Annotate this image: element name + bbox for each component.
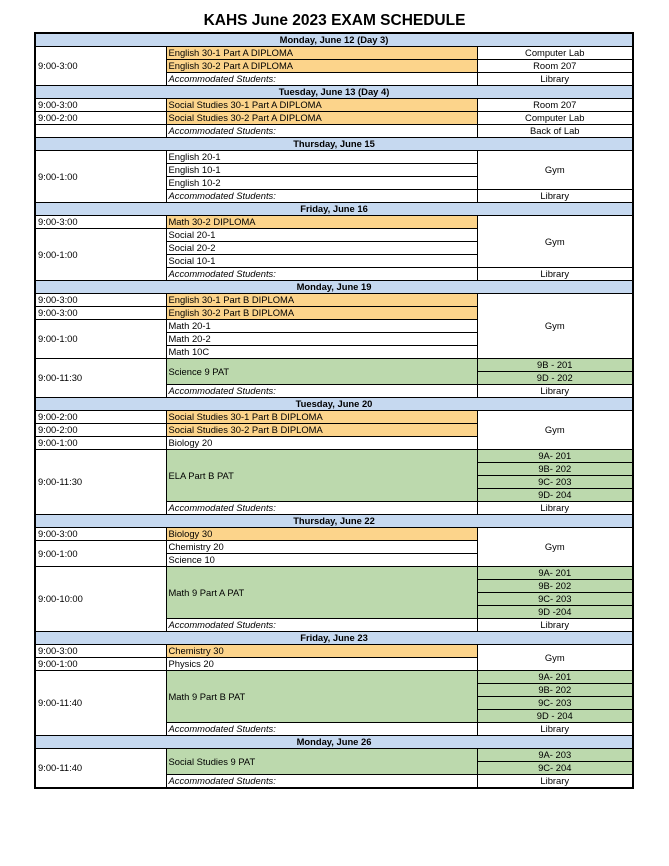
time-cell: 9:00-1:00	[35, 229, 166, 281]
location-cell: Gym	[477, 411, 633, 450]
exam-cell: Chemistry 30	[166, 645, 477, 658]
location-cell: Library	[477, 619, 633, 632]
day-header-row	[35, 138, 633, 151]
exam-cell: Biology 20	[166, 437, 477, 450]
table-row	[35, 99, 633, 112]
location-cell: Library	[477, 723, 633, 736]
exam-cell: Social Studies 30-2 Part B DIPLOMA	[166, 424, 477, 437]
day-header-row	[35, 203, 633, 216]
accommodated-cell: Accommodated Students:	[166, 775, 477, 789]
location-cell: Library	[477, 775, 633, 789]
time-cell: 9:00-1:00	[35, 320, 166, 359]
accommodated-cell: Accommodated Students:	[166, 385, 477, 398]
day-header-row	[35, 33, 633, 47]
day-header-row	[35, 515, 633, 528]
table-row	[35, 216, 633, 229]
location-cell: 9B- 202	[477, 580, 633, 593]
exam-cell: Social Studies 30-2 Part A DIPLOMA	[166, 112, 477, 125]
day-header: Tuesday, June 20	[35, 398, 633, 411]
location-cell: Library	[477, 73, 633, 86]
location-cell: 9C- 203	[477, 593, 633, 606]
day-header: Monday, June 12 (Day 3)	[35, 33, 633, 47]
exam-cell: English 30-2 Part B DIPLOMA	[166, 307, 477, 320]
day-header: Monday, June 19	[35, 281, 633, 294]
time-cell: 9:00-3:00	[35, 528, 166, 541]
location-cell: 9B - 201	[477, 359, 633, 372]
location-cell: 9D- 204	[477, 489, 633, 502]
exam-cell: Science 9 PAT	[166, 359, 477, 385]
table-row	[35, 671, 633, 684]
accommodated-cell: Accommodated Students:	[166, 619, 477, 632]
time-cell: 9:00-2:00	[35, 112, 166, 125]
accommodated-cell: Accommodated Students:	[166, 502, 477, 515]
location-cell: Gym	[477, 151, 633, 190]
table-row	[35, 294, 633, 307]
exam-cell: Math 20-2	[166, 333, 477, 346]
accommodated-cell: Accommodated Students:	[166, 268, 477, 281]
location-cell: 9C- 203	[477, 476, 633, 489]
exam-cell: Math 9 Part A PAT	[166, 567, 477, 619]
time-cell: 9:00-3:00	[35, 216, 166, 229]
table-row	[35, 528, 633, 541]
exam-cell: Math 30-2 DIPLOMA	[166, 216, 477, 229]
exam-schedule-table	[34, 32, 634, 789]
location-cell: 9D - 202	[477, 372, 633, 385]
exam-cell: English 30-1 Part A DIPLOMA	[166, 47, 477, 60]
exam-cell: Social Studies 9 PAT	[166, 749, 477, 775]
time-cell: 9:00-1:00	[35, 437, 166, 450]
exam-cell: Chemistry 20	[166, 541, 477, 554]
location-cell: 9D - 204	[477, 710, 633, 723]
table-row	[35, 567, 633, 580]
time-cell: 9:00-1:00	[35, 658, 166, 671]
day-header-row	[35, 398, 633, 411]
table-row	[35, 450, 633, 463]
exam-cell: Physics 20	[166, 658, 477, 671]
exam-cell: English 10-1	[166, 164, 477, 177]
exam-cell: Math 10C	[166, 346, 477, 359]
location-cell: 9A- 201	[477, 671, 633, 684]
time-cell: 9:00-11:30	[35, 450, 166, 515]
exam-cell: Social 10-1	[166, 255, 477, 268]
location-cell: 9B- 202	[477, 684, 633, 697]
location-cell: Room 207	[477, 99, 633, 112]
location-cell: 9A- 201	[477, 567, 633, 580]
day-header: Thursday, June 15	[35, 138, 633, 151]
exam-cell: Biology 30	[166, 528, 477, 541]
location-cell: Library	[477, 268, 633, 281]
location-cell: 9D -204	[477, 606, 633, 619]
day-header: Friday, June 23	[35, 632, 633, 645]
location-cell: 9A- 201	[477, 450, 633, 463]
location-cell: 9B- 202	[477, 463, 633, 476]
location-cell: 9A- 203	[477, 749, 633, 762]
location-cell: Gym	[477, 645, 633, 671]
exam-cell: Math 20-1	[166, 320, 477, 333]
time-cell: 9:00-3:00	[35, 99, 166, 112]
exam-cell: Social Studies 30-1 Part B DIPLOMA	[166, 411, 477, 424]
time-cell: 9:00-3:00	[35, 47, 166, 86]
location-cell: Room 207	[477, 60, 633, 73]
table-row	[35, 645, 633, 658]
location-cell: Library	[477, 190, 633, 203]
location-cell: Gym	[477, 216, 633, 268]
table-row	[35, 125, 633, 138]
location-cell: 9C- 204	[477, 762, 633, 775]
day-header-row	[35, 86, 633, 99]
time-cell: 9:00-3:00	[35, 294, 166, 307]
time-cell: 9:00-10:00	[35, 567, 166, 632]
table-row	[35, 359, 633, 372]
location-cell: Gym	[477, 294, 633, 359]
location-cell: Computer Lab	[477, 112, 633, 125]
exam-cell: English 30-1 Part B DIPLOMA	[166, 294, 477, 307]
exam-cell: Social 20-2	[166, 242, 477, 255]
day-header: Monday, June 26	[35, 736, 633, 749]
time-cell: 9:00-2:00	[35, 424, 166, 437]
table-row	[35, 151, 633, 164]
time-cell: 9:00-3:00	[35, 307, 166, 320]
day-header-row	[35, 281, 633, 294]
day-header: Tuesday, June 13 (Day 4)	[35, 86, 633, 99]
exam-cell: Math 9 Part B PAT	[166, 671, 477, 723]
exam-cell: English 20-1	[166, 151, 477, 164]
accommodated-cell: Accommodated Students:	[166, 190, 477, 203]
time-cell: 9:00-1:00	[35, 151, 166, 203]
table-row	[35, 112, 633, 125]
time-cell: 9:00-1:00	[35, 541, 166, 567]
exam-cell: Science 10	[166, 554, 477, 567]
exam-cell: Social Studies 30-1 Part A DIPLOMA	[166, 99, 477, 112]
exam-cell: English 10-2	[166, 177, 477, 190]
accommodated-cell: Accommodated Students:	[166, 73, 477, 86]
time-cell: 9:00-11:30	[35, 359, 166, 398]
location-cell: Computer Lab	[477, 47, 633, 60]
page-title: KAHS June 2023 EXAM SCHEDULE	[203, 12, 466, 29]
location-cell: Gym	[477, 528, 633, 567]
table-row	[35, 749, 633, 762]
table-row	[35, 411, 633, 424]
location-cell: Back of Lab	[477, 125, 633, 138]
exam-cell: English 30-2 Part A DIPLOMA	[166, 60, 477, 73]
day-header-row	[35, 736, 633, 749]
time-cell: 9:00-11:40	[35, 671, 166, 736]
time-cell: 9:00-2:00	[35, 411, 166, 424]
day-header-row	[35, 632, 633, 645]
exam-cell: ELA Part B PAT	[166, 450, 477, 502]
location-cell: 9C- 203	[477, 697, 633, 710]
exam-schedule-body	[35, 33, 633, 788]
table-row	[35, 47, 633, 60]
time-cell: 9:00-3:00	[35, 645, 166, 658]
time-cell: 9:00-11:40	[35, 749, 166, 789]
location-cell: Library	[477, 502, 633, 515]
day-header: Friday, June 16	[35, 203, 633, 216]
exam-cell: Social 20-1	[166, 229, 477, 242]
accommodated-cell: Accommodated Students:	[166, 125, 477, 138]
accommodated-cell: Accommodated Students:	[166, 723, 477, 736]
time-cell	[35, 125, 166, 138]
location-cell: Library	[477, 385, 633, 398]
day-header: Thursday, June 22	[35, 515, 633, 528]
